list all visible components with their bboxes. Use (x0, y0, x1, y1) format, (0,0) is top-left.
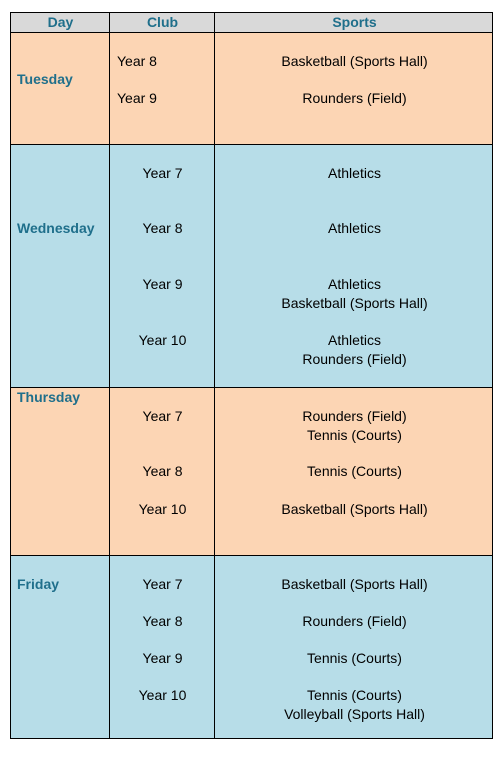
sports-cell: Rounders (Field) (302, 90, 407, 106)
sports-cell: Athletics Basketball (Sports Hall) (281, 276, 428, 311)
club-cell: Year 9 (142, 276, 183, 292)
sports-cell: Basketball (Sports Hall) (281, 53, 428, 69)
header-club: Club (146, 14, 179, 30)
header-day: Day (47, 14, 74, 30)
club-cell: Year 10 (138, 332, 187, 348)
day-label-friday: Friday (17, 576, 60, 592)
club-cell: Year 9 (117, 90, 157, 106)
club-cell: Year 8 (142, 613, 183, 629)
sports-cell: Tennis (Courts) Volleyball (Sports Hall) (284, 687, 425, 722)
sports-cell: Basketball (Sports Hall) (281, 501, 428, 517)
header-divider (11, 32, 492, 33)
sports-cell: Athletics Rounders (Field) (302, 332, 407, 367)
club-cell: Year 9 (142, 650, 183, 666)
header-sports: Sports (332, 14, 377, 30)
sports-cell: Athletics (328, 165, 381, 181)
day-label-thursday: Thursday (17, 389, 81, 405)
club-cell: Year 7 (142, 408, 183, 424)
club-cell: Year 7 (142, 165, 183, 181)
club-cell: Year 8 (142, 463, 183, 479)
sports-cell: Tennis (Courts) (307, 463, 402, 479)
club-cell: Year 8 (142, 220, 183, 236)
club-cell: Year 10 (138, 501, 187, 517)
sports-cell: Rounders (Field) (302, 613, 407, 629)
column-divider (109, 13, 110, 738)
club-cell: Year 10 (138, 687, 187, 703)
day-label-wednesday: Wednesday (17, 220, 95, 236)
row-divider (11, 387, 492, 388)
schedule-table (10, 12, 493, 739)
sports-cell: Tennis (Courts) (307, 650, 402, 666)
sports-cell: Athletics (328, 220, 381, 236)
sports-cell: Rounders (Field) Tennis (Courts) (302, 408, 407, 443)
sports-cell: Basketball (Sports Hall) (281, 576, 428, 592)
tuesday-band (11, 32, 492, 144)
row-divider (11, 144, 492, 145)
day-label-tuesday: Tuesday (17, 71, 73, 87)
club-cell: Year 8 (117, 53, 157, 69)
column-divider (214, 13, 215, 738)
row-divider (11, 555, 492, 556)
club-cell: Year 7 (142, 576, 183, 592)
